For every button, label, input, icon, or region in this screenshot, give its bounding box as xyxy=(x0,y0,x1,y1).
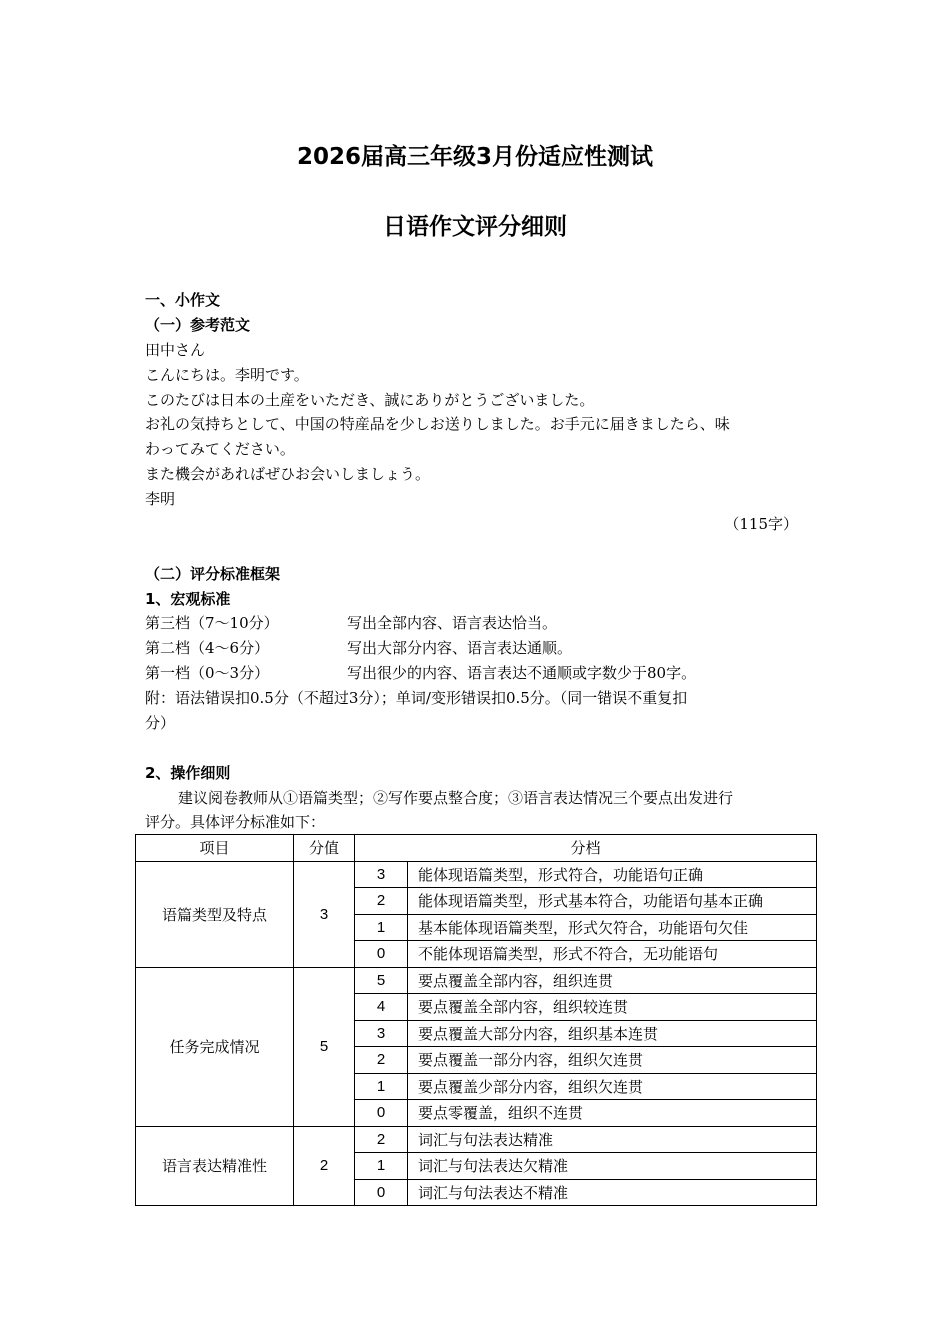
grade-level: 3 xyxy=(355,861,408,888)
grade-description: 不能体现语篇类型，形式不符合，无功能语句 xyxy=(408,941,817,968)
table-row xyxy=(136,861,817,888)
item-cell: 任务完成情况 xyxy=(136,967,294,1126)
grade-level: 5 xyxy=(355,967,408,994)
grade-description: 要点覆盖少部分内容，组织欠连贯 xyxy=(408,1073,817,1100)
header-grades: 分档 xyxy=(355,835,817,862)
grade-description: 能体现语篇类型，形式基本符合，功能语句基本正确 xyxy=(408,888,817,915)
grade-level: 2 xyxy=(355,1047,408,1074)
document-subtitle: 日语作文评分细则 xyxy=(383,214,567,240)
grade-level: 0 xyxy=(355,941,408,968)
grade-description: 要点覆盖大部分内容，组织基本连贯 xyxy=(408,1020,817,1047)
macro-standard-heading: 1、宏观标准 xyxy=(145,590,231,608)
sample-line: お礼の気持ちとして、中国の特産品を少しお送りしました。お手元に届きましたら、味 xyxy=(145,415,730,433)
grade-description: 词汇与句法表达欠精准 xyxy=(408,1153,817,1180)
level-description: 写出全部内容、语言表达恰当。 xyxy=(347,614,558,632)
grade-level: 2 xyxy=(355,888,408,915)
deduction-note-cont: 分） xyxy=(145,714,176,732)
score-cell: 2 xyxy=(294,1126,355,1206)
grade-level: 0 xyxy=(355,1179,408,1206)
grade-level: 1 xyxy=(355,914,408,941)
grade-level: 1 xyxy=(355,1073,408,1100)
table-header-row xyxy=(136,835,817,862)
grade-description: 基本能体现语篇类型，形式欠符合，功能语句欠佳 xyxy=(408,914,817,941)
grade-level: 2 xyxy=(355,1126,408,1153)
operation-heading: 2、操作细则 xyxy=(145,764,231,782)
grade-level: 3 xyxy=(355,1020,408,1047)
score-cell: 3 xyxy=(294,861,355,967)
sample-line: また機会があればぜひお会いしましょう。 xyxy=(145,465,431,483)
deduction-note: 附：语法错误扣0.5分（不超过3分）；单词/变形错误扣0.5分。（同一错误不重复扣 xyxy=(145,689,688,707)
score-cell: 5 xyxy=(294,967,355,1126)
grade-description: 要点覆盖全部内容，组织连贯 xyxy=(408,967,817,994)
sample-line: 李明 xyxy=(145,490,176,508)
table-row xyxy=(136,967,817,994)
document-title: 2026届高三年级3月份适应性测试 xyxy=(296,144,654,170)
sample-line: わってみてください。 xyxy=(145,440,295,458)
sample-line: こんにちは。李明です。 xyxy=(145,366,309,384)
grade-level: 1 xyxy=(355,1153,408,1180)
grade-description: 要点覆盖全部内容，组织较连贯 xyxy=(408,994,817,1021)
scoring-table xyxy=(135,834,817,1206)
level-label: 第二档（4～6分） xyxy=(145,639,270,657)
sample-line: 田中さん xyxy=(145,341,206,359)
sample-essay-heading: （一）参考范文 xyxy=(145,316,251,334)
word-count: （115字） xyxy=(724,515,798,533)
header-score: 分值 xyxy=(294,835,355,862)
level-label: 第三档（7～10分） xyxy=(145,614,279,632)
section-heading-short-essay: 一、小作文 xyxy=(145,291,221,309)
level-description: 写出很少的内容、语言表达不通顺或字数少于80字。 xyxy=(347,664,697,682)
grade-description: 能体现语篇类型，形式符合，功能语句正确 xyxy=(408,861,817,888)
level-description: 写出大部分内容、语言表达通顺。 xyxy=(347,639,573,657)
grade-description: 要点零覆盖，组织不连贯 xyxy=(408,1100,817,1127)
grade-level: 0 xyxy=(355,1100,408,1127)
operation-intro: 建议阅卷教师从①语篇类型；②写作要点整合度；③语言表达情况三个要点出发进行 xyxy=(178,789,734,807)
sample-line: このたびは日本の土産をいただき、誠にありがとうございました。 xyxy=(145,391,595,409)
item-cell: 语篇类型及特点 xyxy=(136,861,294,967)
operation-intro-cont: 评分。具体评分标准如下： xyxy=(145,813,326,831)
grade-description: 词汇与句法表达精准 xyxy=(408,1126,817,1153)
framework-heading: （二）评分标准框架 xyxy=(145,565,281,583)
level-label: 第一档（0～3分） xyxy=(145,664,270,682)
item-cell: 语言表达精准性 xyxy=(136,1126,294,1206)
grade-level: 4 xyxy=(355,994,408,1021)
grade-description: 要点覆盖一部分内容，组织欠连贯 xyxy=(408,1047,817,1074)
header-item: 项目 xyxy=(136,835,294,862)
grade-description: 词汇与句法表达不精准 xyxy=(408,1179,817,1206)
table-row xyxy=(136,1126,817,1153)
